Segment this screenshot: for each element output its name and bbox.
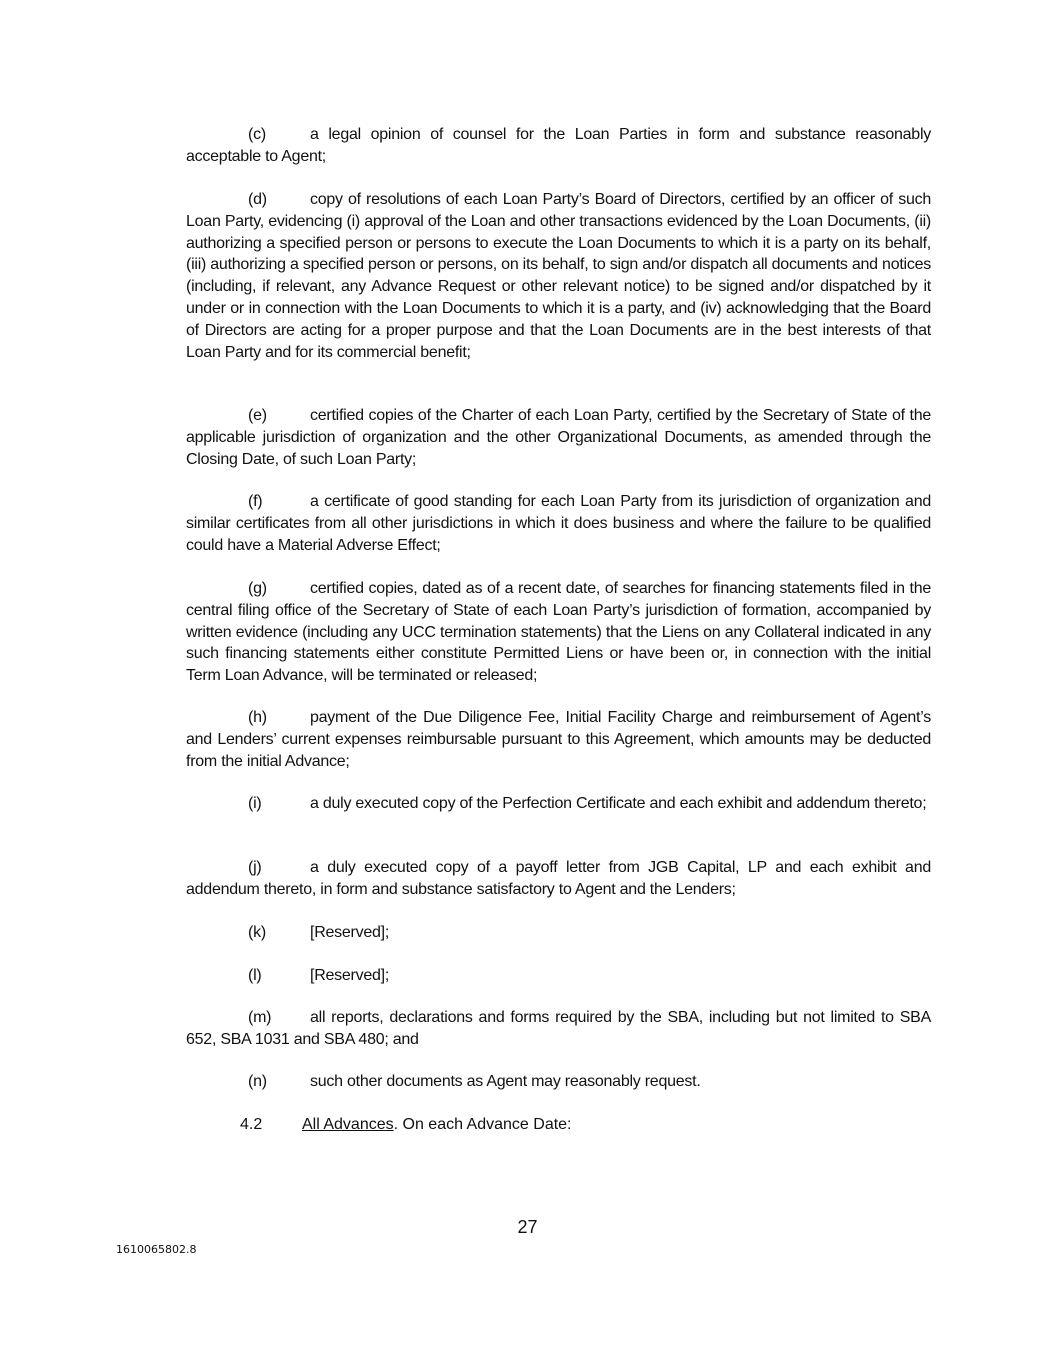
item-label: (k) — [248, 924, 266, 941]
item-text: a duly executed copy of the Perfection Certificate and each exhibit and addendum thereto; — [310, 795, 927, 812]
item-label: (d) — [248, 191, 267, 208]
item-text: [Reserved]; — [310, 967, 390, 984]
document-id: 1610065802.8 — [116, 1243, 197, 1256]
item-label: (g) — [248, 580, 267, 597]
item-text: copy of resolutions of each Loan Party’s Board of Directors, certified by an officer of such Loan Party, evidencing (i) approval of the Loan and other transactions evidenced by the Loan Documents, (ii) authorizing a specified person or persons to execute the Loan Documents to which it is a party on its behalf, (iii) authorizing a specified person or persons, on its behalf, to sign and/or dispatch all documents and notices (including, if relevant, any Advance Request or other relevant notice) to be signed and/or dispatched by it under or in connection with the Loan Documents to which it is a party, and (iv) acknowledging that the Board of Directors are acting for a proper purpose and that the Loan Documents are in the best interests of that Loan Party and for its commercial benefit; — [186, 191, 931, 361]
item-e — [186, 405, 931, 470]
item-label: (e) — [248, 407, 267, 424]
section-number: 4.2 — [240, 1116, 263, 1133]
item-h — [186, 707, 931, 772]
item-label: (n) — [248, 1073, 267, 1090]
item-g — [186, 578, 931, 687]
page-number: 27 — [517, 1217, 538, 1237]
item-c — [186, 124, 931, 168]
item-k — [186, 922, 931, 944]
item-l — [186, 965, 931, 987]
item-f — [186, 491, 931, 556]
item-text: certified copies, dated as of a recent date, of searches for financing statements filed in the central filing office of the Secretary of State of each Loan Party’s jurisdiction of formation, accompanied by written evidence (including any UCC termination statements) that the Liens on any Collateral indicated in any such financing statements either constitute Permitted Liens or have been or, in connection with the initial Term Loan Advance, will be terminated or released; — [186, 580, 931, 685]
item-text: a duly executed copy of a payoff letter from JGB Capital, LP and each exhibit and addendum thereto, in form and substance satisfactory to Agent and the Lenders; — [186, 859, 931, 898]
item-j — [186, 857, 931, 901]
section-title: All Advances — [302, 1116, 394, 1133]
item-m — [186, 1007, 931, 1051]
item-text: certified copies of the Charter of each Loan Party, certified by the Secretary of State of the applicable jurisdiction of organization and the other Organizational Documents, as amended through the Closing Date, of such Loan Party; — [186, 407, 931, 468]
item-label: (i) — [248, 795, 262, 812]
item-label: (h) — [248, 709, 267, 726]
item-text: a legal opinion of counsel for the Loan Parties in form and substance reasonably acceptable to Agent; — [186, 126, 931, 165]
item-d — [186, 189, 931, 363]
item-label: (l) — [248, 967, 262, 984]
item-i — [186, 793, 931, 815]
section-heading — [240, 1114, 572, 1136]
item-label: (m) — [248, 1009, 272, 1026]
item-text: payment of the Due Diligence Fee, Initial Facility Charge and reimbursement of Agent’s and Lenders’ current expenses reimbursable pursuant to this Agreement, which amounts may be deducted from the initial Advance; — [186, 709, 931, 770]
item-label: (f) — [248, 493, 263, 510]
item-text: all reports, declarations and forms required by the SBA, including but not limited to SBA 652, SBA 1031 and SBA 480; and — [186, 1009, 931, 1048]
item-text: such other documents as Agent may reasonably request. — [310, 1073, 701, 1090]
item-n — [186, 1071, 931, 1093]
item-label: (j) — [248, 859, 262, 876]
item-text: [Reserved]; — [310, 924, 390, 941]
section-text: . On each Advance Date: — [393, 1116, 572, 1133]
item-label: (c) — [248, 126, 266, 143]
item-text: a certificate of good standing for each Loan Party from its jurisdiction of organization and similar certificates from all other jurisdictions in which it does business and where the failure to be qualified could have a Material Adverse Effect; — [186, 493, 931, 554]
